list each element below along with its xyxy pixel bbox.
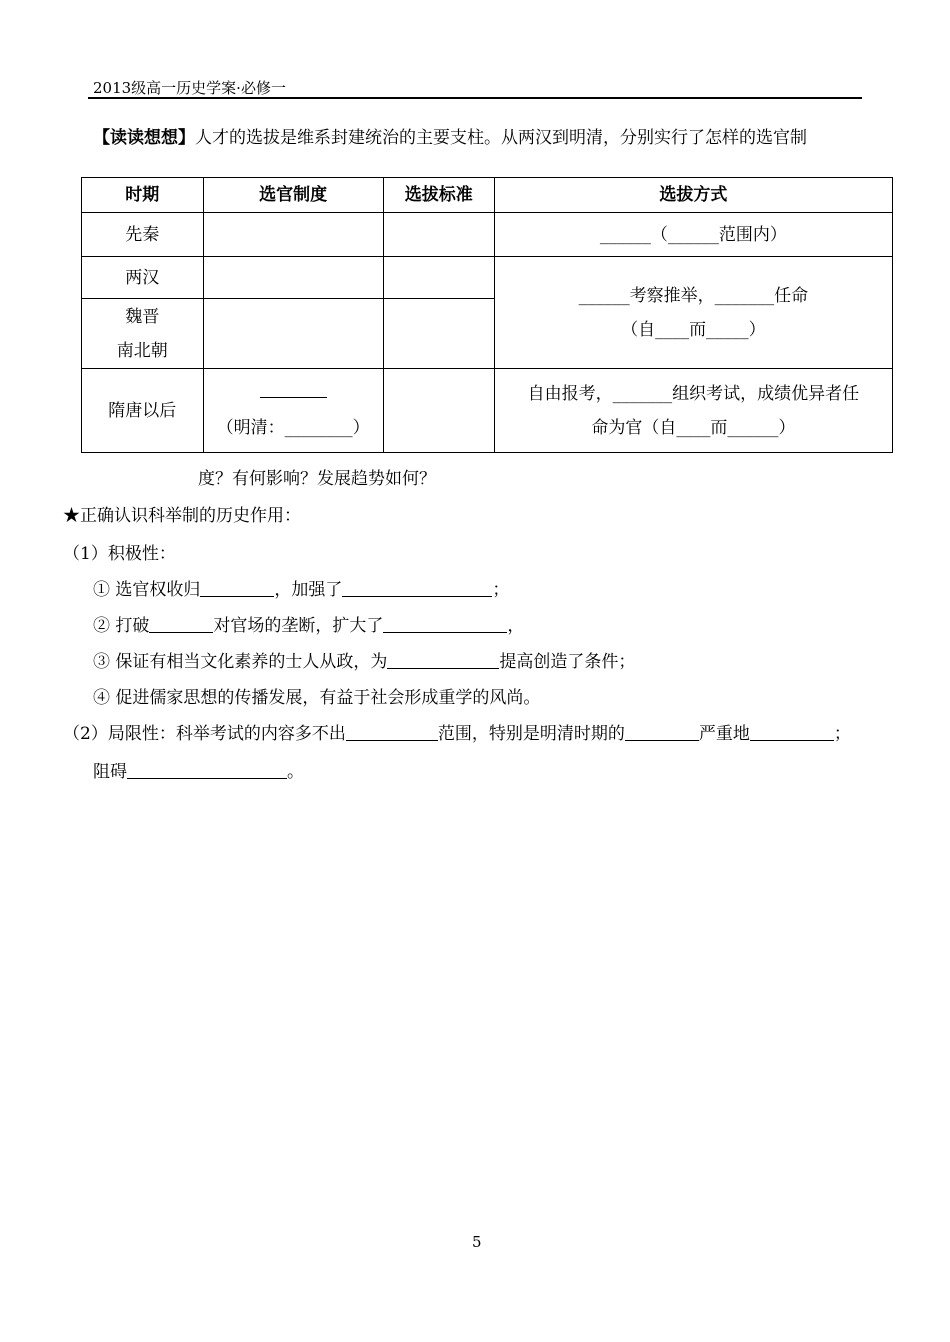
- item-text: ③ 保证有相当文化素养的士人从政，为: [93, 652, 388, 672]
- intro-label: 【读读想想】: [93, 128, 195, 148]
- table-row: [82, 213, 893, 257]
- system-blank-line[interactable]: [208, 377, 379, 411]
- method-line: ______考察推举，_______任命: [578, 285, 809, 306]
- method-line: 自由报考，_______组织考试，成绩优异者任: [527, 383, 860, 404]
- system-cell[interactable]: [203, 213, 383, 257]
- item-text: 。: [287, 762, 304, 782]
- header-method: 选拔方式: [494, 178, 892, 213]
- table-row: [82, 257, 893, 299]
- answer-blank[interactable]: [200, 579, 274, 597]
- table-row: [82, 369, 893, 453]
- item-text: ，加强了: [274, 580, 343, 600]
- section-title: ★正确认识科举制的历史作用：: [63, 506, 301, 526]
- item-text: ；: [492, 580, 510, 600]
- answer-blank[interactable]: [346, 723, 438, 741]
- intro-continuation: 度？有何影响？发展趋势如何？: [198, 469, 436, 489]
- period-line: 魏晋: [125, 306, 160, 327]
- method-line: （自____而_____）: [621, 319, 766, 340]
- answer-blank[interactable]: [127, 761, 287, 779]
- system-cell[interactable]: [203, 369, 383, 453]
- positive-item-2: [93, 611, 524, 636]
- table-header-row: [82, 178, 893, 213]
- method-line: 命为官（自____而______）: [591, 417, 796, 438]
- answer-blank[interactable]: [149, 615, 213, 633]
- header-period: 时期: [82, 178, 204, 213]
- period-cell: [82, 299, 204, 369]
- selection-table: [81, 177, 893, 453]
- system-cell[interactable]: [203, 299, 383, 369]
- item-text: 阻碍: [93, 762, 127, 782]
- positive-item-1: [93, 575, 509, 600]
- standard-cell[interactable]: [383, 257, 494, 299]
- standard-cell[interactable]: [383, 369, 494, 453]
- method-cell: [494, 257, 892, 369]
- answer-blank[interactable]: [383, 615, 507, 633]
- item-text: ④ 促进儒家思想的传播发展，有益于社会形成重学的风尚。: [93, 688, 541, 708]
- method-cell: ______（______范围内）: [494, 213, 892, 257]
- answer-blank[interactable]: [342, 579, 492, 597]
- positive-item-3: [93, 647, 635, 672]
- item-text: ① 选官权收归: [93, 580, 201, 600]
- item-text: （2）局限性：科举考试的内容多不出: [63, 724, 346, 744]
- item-text: ② 打破: [93, 616, 150, 636]
- positive-item-4: [93, 683, 540, 708]
- intro-paragraph: [93, 123, 807, 148]
- item-text: 对官场的垄断，扩大了: [213, 616, 384, 636]
- item-text: 严重地: [698, 724, 750, 744]
- standard-cell[interactable]: [383, 299, 494, 369]
- item-text: ，: [507, 616, 525, 636]
- page-number: 5: [472, 1233, 482, 1251]
- answer-blank[interactable]: [625, 723, 699, 741]
- item-text: 提高创造了条件；: [499, 652, 636, 672]
- header-title: 2013级高一历史学案·必修一: [93, 79, 286, 97]
- limitation-continuation: [93, 757, 304, 782]
- answer-blank[interactable]: [387, 651, 499, 669]
- item-text: ；: [833, 724, 851, 744]
- positive-title: （1）积极性：: [63, 544, 176, 564]
- header-rule: [88, 97, 862, 99]
- method-cell: [494, 369, 892, 453]
- system-cell[interactable]: [203, 257, 383, 299]
- period-cell: 两汉: [82, 257, 204, 299]
- system-note: （明清：________）: [216, 417, 370, 438]
- header-standard: 选拔标准: [383, 178, 494, 213]
- period-line: 南北朝: [116, 340, 168, 361]
- limitation-paragraph: [63, 719, 851, 744]
- item-text: 范围，特别是明清时期的: [437, 724, 625, 744]
- standard-cell[interactable]: [383, 213, 494, 257]
- intro-text: 人才的选拔是维系封建统治的主要支柱。从两汉到明清，分别实行了怎样的选官制: [195, 128, 807, 148]
- period-cell: 先秦: [82, 213, 204, 257]
- answer-blank[interactable]: [750, 723, 834, 741]
- header-system: 选官制度: [203, 178, 383, 213]
- period-cell: 隋唐以后: [82, 369, 204, 453]
